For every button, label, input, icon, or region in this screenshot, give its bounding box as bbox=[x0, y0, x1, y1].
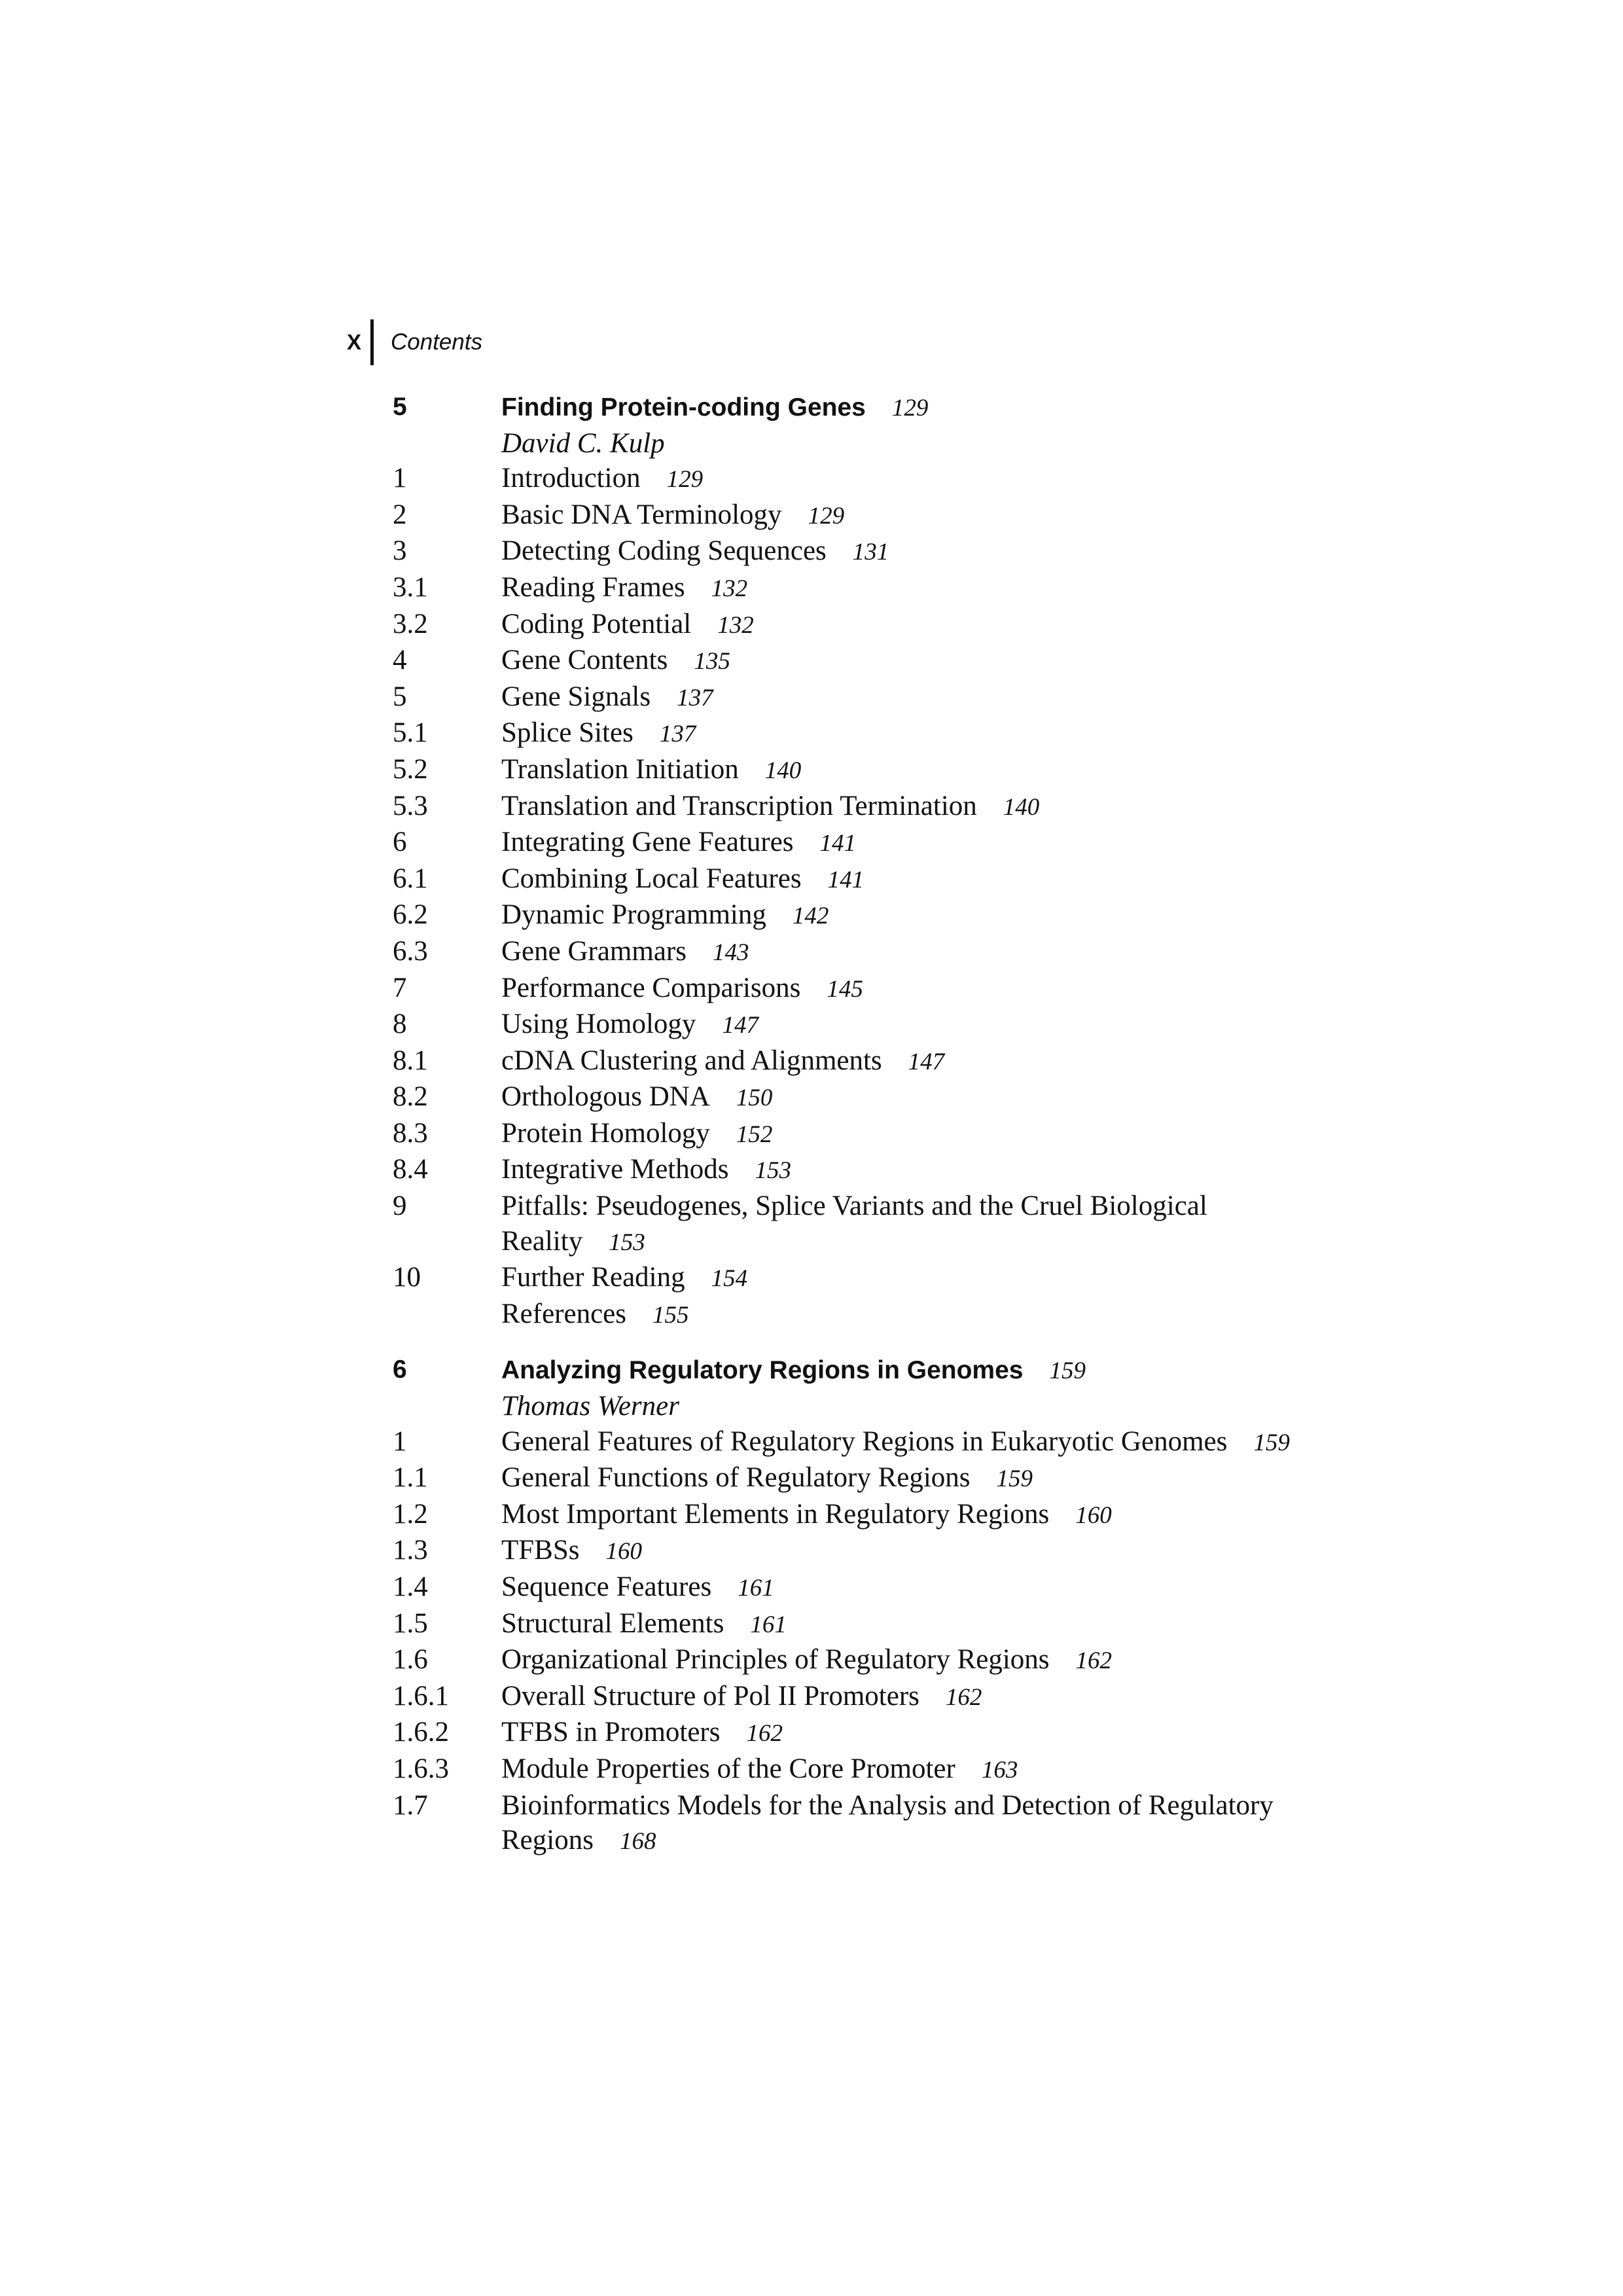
section-title: Detecting Coding Sequences bbox=[501, 535, 827, 567]
section-page: 160 bbox=[1075, 1501, 1112, 1529]
toc-entry[interactable] bbox=[393, 1533, 1322, 1570]
section-title: Integrative Methods bbox=[501, 1154, 729, 1185]
section-title: Reading Frames bbox=[501, 571, 685, 603]
toc-entry[interactable] bbox=[393, 1079, 1322, 1116]
section-text bbox=[501, 607, 1322, 643]
section-number: 6.1 bbox=[393, 863, 428, 894]
section-text bbox=[501, 679, 1322, 716]
section-page: 155 bbox=[652, 1301, 689, 1329]
section-text bbox=[501, 1424, 1322, 1461]
toc-entry[interactable] bbox=[393, 607, 1322, 643]
section-page: 137 bbox=[659, 721, 696, 748]
section-text bbox=[501, 715, 1322, 752]
section-text bbox=[501, 1679, 1322, 1715]
section-text bbox=[501, 643, 1322, 679]
toc-entry[interactable] bbox=[393, 1189, 1322, 1260]
chapter-page: 129 bbox=[891, 395, 929, 422]
section-text bbox=[501, 1788, 1322, 1859]
section-text bbox=[501, 971, 1322, 1007]
chapter-title: Analyzing Regulatory Regions in Genomes bbox=[501, 1356, 1024, 1385]
section-number: 1.5 bbox=[393, 1607, 428, 1639]
section-number: 1 bbox=[393, 1426, 407, 1457]
section-text bbox=[501, 752, 1322, 789]
section-page: 161 bbox=[750, 1611, 787, 1638]
section-title: Pitfalls: Pseudogenes, Splice Variants and the Cruel Biological Reality bbox=[501, 1191, 1207, 1257]
section-text bbox=[501, 1642, 1322, 1679]
section-number: 3.1 bbox=[393, 571, 428, 603]
chapter-heading-text bbox=[501, 389, 1322, 426]
section-page: 142 bbox=[792, 903, 829, 930]
chapter-heading-text bbox=[501, 1352, 1322, 1389]
chapter-heading[interactable] bbox=[393, 389, 1322, 426]
section-title: Using Homology bbox=[501, 1009, 696, 1040]
section-number: 7 bbox=[393, 972, 407, 1003]
section-page: 163 bbox=[981, 1756, 1018, 1784]
section-text bbox=[501, 1497, 1322, 1534]
section-page: 159 bbox=[996, 1465, 1033, 1493]
chapter-page: 159 bbox=[1049, 1357, 1086, 1385]
section-title: TFBSs bbox=[501, 1535, 580, 1566]
section-title: Introduction bbox=[501, 463, 641, 494]
section-page: 150 bbox=[736, 1085, 773, 1112]
section-number: 4 bbox=[393, 645, 407, 676]
section-number: 3 bbox=[393, 535, 407, 567]
toc-entry[interactable] bbox=[393, 897, 1322, 934]
section-title: Most Important Elements in Regulatory Regions bbox=[501, 1498, 1050, 1530]
section-text bbox=[501, 1007, 1322, 1043]
toc-entry[interactable] bbox=[393, 1260, 1322, 1297]
running-head-title: Contents bbox=[391, 329, 483, 355]
section-number: 1.4 bbox=[393, 1571, 428, 1602]
section-text bbox=[501, 497, 1322, 534]
toc-entry[interactable] bbox=[393, 679, 1322, 716]
section-number: 8.1 bbox=[393, 1045, 428, 1076]
section-text bbox=[501, 825, 1322, 861]
section-page: 162 bbox=[1075, 1647, 1113, 1675]
section-text bbox=[501, 533, 1322, 570]
section-number: 6.2 bbox=[393, 899, 428, 931]
section-page: 153 bbox=[609, 1229, 645, 1256]
toc-entry[interactable] bbox=[393, 934, 1322, 971]
section-page: 152 bbox=[736, 1121, 773, 1148]
section-number: 1.1 bbox=[393, 1462, 428, 1494]
section-title: Performance Comparisons bbox=[501, 972, 801, 1003]
section-number: 10 bbox=[393, 1262, 421, 1293]
section-text bbox=[501, 461, 1322, 497]
toc-entry[interactable] bbox=[393, 1116, 1322, 1153]
section-text bbox=[501, 1533, 1322, 1570]
section-page: 154 bbox=[711, 1265, 748, 1293]
toc-entry[interactable] bbox=[393, 1043, 1322, 1080]
section-page: 168 bbox=[619, 1828, 656, 1856]
running-head bbox=[347, 319, 482, 365]
section-title: Gene Contents bbox=[501, 645, 668, 676]
section-text bbox=[501, 897, 1322, 934]
toc-entry[interactable] bbox=[393, 1152, 1322, 1189]
chapter-heading[interactable] bbox=[393, 1352, 1322, 1389]
toc-entry[interactable] bbox=[393, 570, 1322, 607]
toc-entry[interactable] bbox=[393, 1424, 1322, 1461]
toc-entry[interactable] bbox=[393, 497, 1322, 534]
section-page: 141 bbox=[819, 830, 857, 857]
section-number: 5 bbox=[393, 681, 407, 712]
section-page: 132 bbox=[711, 575, 748, 602]
section-page: 159 bbox=[1253, 1429, 1290, 1456]
section-number: 8.4 bbox=[393, 1154, 428, 1185]
author-text bbox=[501, 1389, 1322, 1424]
section-text bbox=[501, 1460, 1322, 1497]
section-page: 140 bbox=[764, 757, 802, 784]
toc-entry[interactable] bbox=[393, 1606, 1322, 1643]
section-number: 1.2 bbox=[393, 1498, 428, 1530]
section-number: 1.6.3 bbox=[393, 1753, 449, 1784]
chapter-author bbox=[393, 426, 1322, 461]
section-page: 145 bbox=[827, 975, 863, 1003]
section-title: Combining Local Features bbox=[501, 863, 802, 894]
section-title: General Features of Regulatory Regions in Eukaryotic Genomes bbox=[501, 1426, 1228, 1457]
section-number: 9 bbox=[393, 1191, 407, 1222]
section-text bbox=[501, 570, 1322, 607]
section-page: 153 bbox=[755, 1157, 791, 1185]
section-title: Bioinformatics Models for the Analysis and Detection of Regulatory Regions bbox=[501, 1789, 1274, 1856]
table-of-contents bbox=[393, 389, 1322, 1879]
section-number: 1.6.1 bbox=[393, 1680, 449, 1712]
toc-entry[interactable] bbox=[393, 1788, 1322, 1859]
section-title: Dynamic Programming bbox=[501, 899, 766, 931]
toc-entry[interactable] bbox=[393, 971, 1322, 1007]
section-title: Overall Structure of Pol II Promoters bbox=[501, 1680, 919, 1712]
toc-entry[interactable] bbox=[393, 1570, 1322, 1606]
section-page: 162 bbox=[945, 1683, 982, 1711]
section-page: 147 bbox=[722, 1012, 758, 1039]
section-title: Translation and Transcription Termination bbox=[501, 790, 977, 821]
section-title: cDNA Clustering and Alignments bbox=[501, 1045, 882, 1076]
toc-entry[interactable] bbox=[393, 1642, 1322, 1679]
section-page: 161 bbox=[738, 1575, 774, 1602]
toc-entry[interactable] bbox=[393, 1715, 1322, 1751]
section-page: 132 bbox=[717, 611, 754, 639]
section-page: 162 bbox=[746, 1720, 783, 1748]
section-number: 6 bbox=[393, 827, 407, 858]
section-number: 8.3 bbox=[393, 1117, 428, 1149]
toc-entry[interactable] bbox=[393, 461, 1322, 497]
section-title: TFBS in Promoters bbox=[501, 1717, 721, 1748]
section-page: 135 bbox=[694, 648, 730, 675]
section-text bbox=[501, 1079, 1322, 1116]
section-text bbox=[501, 1116, 1322, 1153]
chapter-block bbox=[393, 1352, 1322, 1859]
section-page: 129 bbox=[666, 466, 704, 493]
chapter-number: 5 bbox=[393, 393, 407, 421]
section-title: References bbox=[501, 1298, 626, 1329]
section-number: 6.3 bbox=[393, 935, 428, 967]
section-page: 160 bbox=[605, 1538, 643, 1566]
toc-entry[interactable] bbox=[393, 715, 1322, 752]
section-title: Gene Grammars bbox=[501, 935, 687, 967]
section-number: 1.6.2 bbox=[393, 1717, 449, 1748]
section-title: General Functions of Regulatory Regions bbox=[501, 1462, 971, 1494]
section-text bbox=[501, 861, 1322, 898]
section-text bbox=[501, 1297, 1322, 1333]
section-text bbox=[501, 1260, 1322, 1297]
chapter-number: 6 bbox=[393, 1355, 407, 1384]
section-text bbox=[501, 934, 1322, 971]
section-number: 1 bbox=[393, 463, 407, 494]
section-title: Translation Initiation bbox=[501, 753, 739, 785]
section-text bbox=[501, 1043, 1322, 1080]
section-number: 1.6 bbox=[393, 1644, 428, 1676]
section-text bbox=[501, 1715, 1322, 1751]
section-title: Organizational Principles of Regulatory Regions bbox=[501, 1644, 1050, 1676]
section-page: 131 bbox=[852, 539, 889, 566]
section-number: 5.3 bbox=[393, 790, 428, 821]
section-title: Structural Elements bbox=[501, 1607, 724, 1639]
toc-entry[interactable] bbox=[393, 533, 1322, 570]
section-title: Coding Potential bbox=[501, 608, 692, 639]
section-number: 1.7 bbox=[393, 1789, 428, 1821]
section-number: 1.3 bbox=[393, 1535, 428, 1566]
chapter-title: Finding Protein-coding Genes bbox=[501, 393, 866, 422]
toc-entry[interactable] bbox=[393, 752, 1322, 789]
author-name: Thomas Werner bbox=[501, 1391, 679, 1422]
section-page: 143 bbox=[712, 939, 749, 966]
section-page: 141 bbox=[827, 866, 865, 893]
section-page: 137 bbox=[677, 684, 713, 711]
section-page: 147 bbox=[908, 1048, 945, 1075]
section-text bbox=[501, 1570, 1322, 1606]
toc-entry[interactable] bbox=[393, 1751, 1322, 1788]
author-name: David C. Kulp bbox=[501, 427, 665, 459]
section-number: 3.2 bbox=[393, 608, 428, 639]
section-title: Module Properties of the Core Promoter bbox=[501, 1753, 955, 1784]
section-number: 5.1 bbox=[393, 717, 428, 749]
section-title: Protein Homology bbox=[501, 1117, 710, 1149]
section-title: Further Reading bbox=[501, 1262, 685, 1293]
toc-entry[interactable] bbox=[393, 643, 1322, 679]
section-title: Basic DNA Terminology bbox=[501, 499, 782, 530]
toc-entry[interactable] bbox=[393, 825, 1322, 861]
section-title: Gene Signals bbox=[501, 681, 651, 712]
section-page: 140 bbox=[1003, 793, 1040, 821]
section-number: 8 bbox=[393, 1009, 407, 1040]
toc-entry[interactable] bbox=[393, 1297, 1322, 1333]
section-number: 2 bbox=[393, 499, 407, 530]
chapter-author bbox=[393, 1389, 1322, 1424]
section-text bbox=[501, 789, 1322, 825]
section-page: 129 bbox=[808, 502, 845, 529]
section-text bbox=[501, 1751, 1322, 1788]
toc-entry[interactable] bbox=[393, 1497, 1322, 1534]
section-number: 8.2 bbox=[393, 1081, 428, 1113]
section-text bbox=[501, 1606, 1322, 1643]
author-text bbox=[501, 426, 1322, 461]
section-text bbox=[501, 1152, 1322, 1189]
chapter-block bbox=[393, 389, 1322, 1333]
section-number: 5.2 bbox=[393, 753, 428, 785]
section-title: Integrating Gene Features bbox=[501, 827, 794, 858]
section-title: Sequence Features bbox=[501, 1571, 712, 1602]
section-text bbox=[501, 1189, 1322, 1260]
page-number: X bbox=[347, 330, 362, 354]
section-title: Orthologous DNA bbox=[501, 1081, 710, 1113]
header-rule bbox=[370, 319, 374, 365]
toc-entry[interactable] bbox=[393, 1460, 1322, 1497]
toc-entry[interactable] bbox=[393, 1679, 1322, 1715]
section-title: Splice Sites bbox=[501, 717, 633, 749]
toc-entry[interactable] bbox=[393, 1007, 1322, 1043]
toc-entry[interactable] bbox=[393, 861, 1322, 898]
toc-entry[interactable] bbox=[393, 789, 1322, 825]
